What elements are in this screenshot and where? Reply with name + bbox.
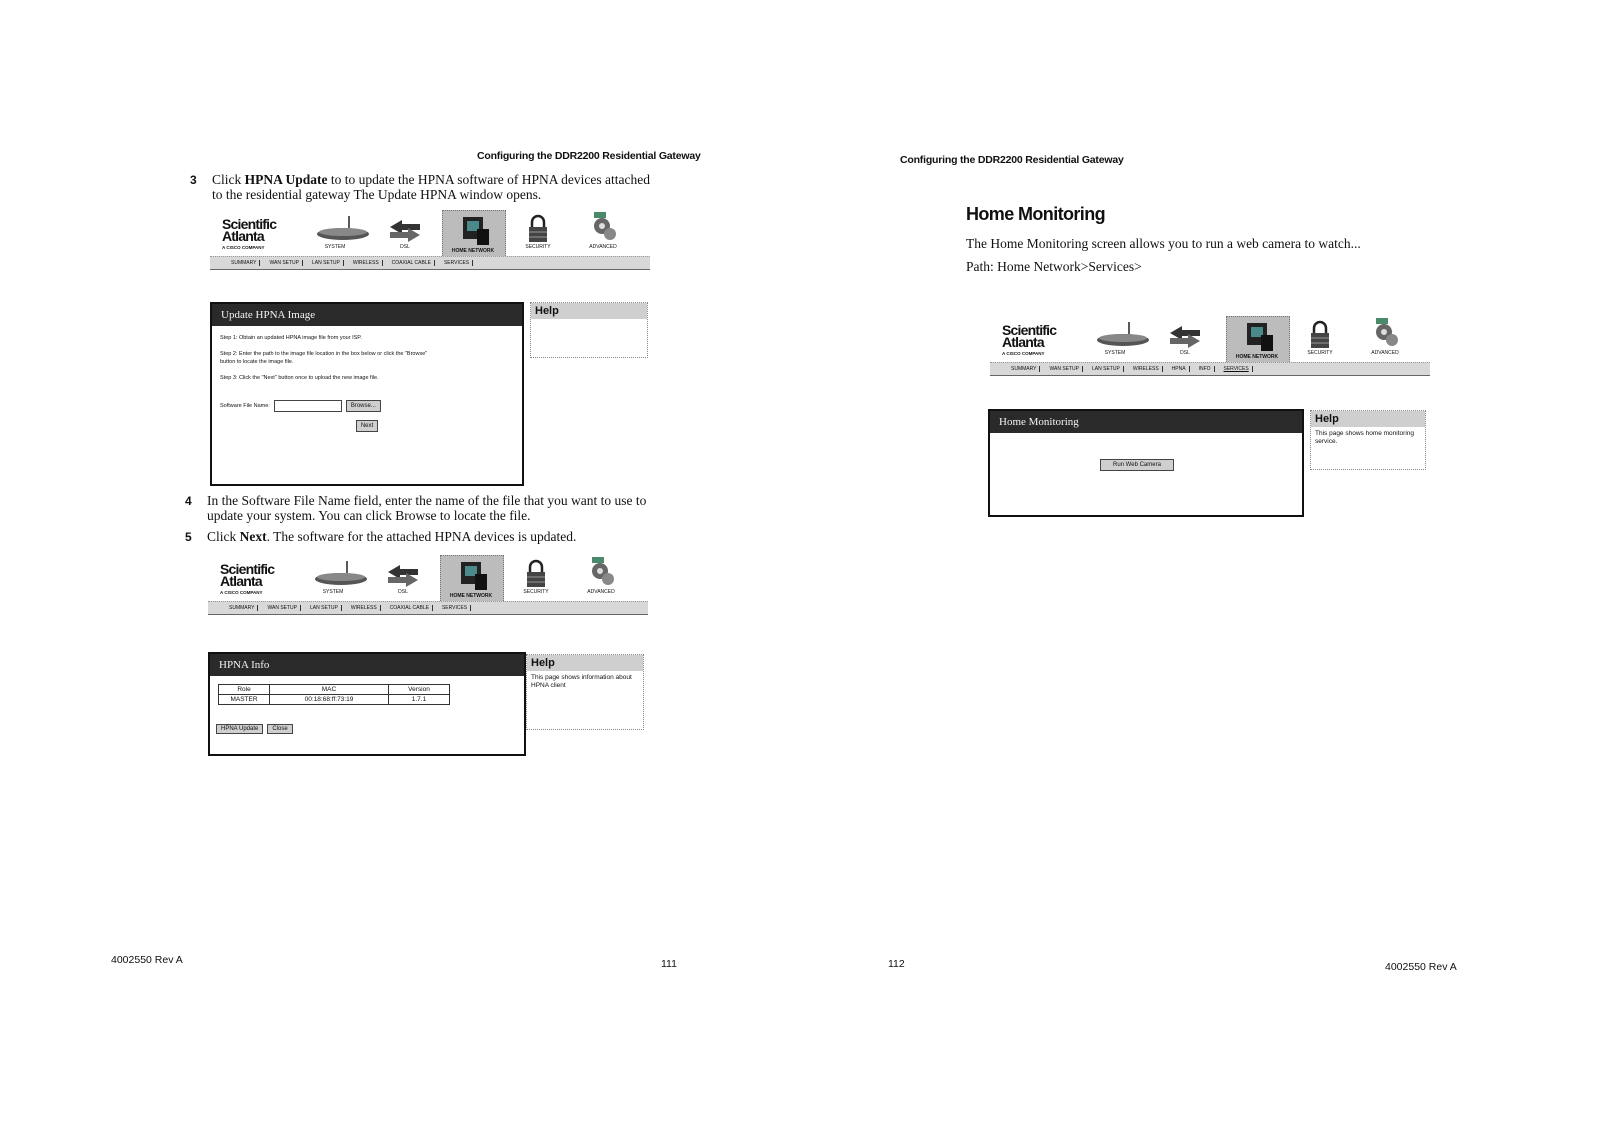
logo-line2: Atlanta xyxy=(222,228,264,244)
step-3-line2: to the residential gateway The Update HPNA window opens. xyxy=(212,187,542,202)
nav-home-network[interactable]: HOME NETWORK xyxy=(1235,354,1279,360)
update-help-box xyxy=(530,302,648,358)
hpna-info-title: HPNA Info xyxy=(210,654,524,676)
nav-advanced[interactable]: ADVANCED xyxy=(589,244,617,250)
subnav-info[interactable]: INFO xyxy=(1196,366,1215,372)
home-monitoring-help-box xyxy=(1310,410,1426,470)
update-step2b: button to locate the image file. xyxy=(220,359,294,365)
left-page-number: 111 xyxy=(661,958,677,970)
home-monitoring-panel-title: Home Monitoring xyxy=(990,411,1302,433)
home-monitoring-help-text: This page shows home monitoring service. xyxy=(1315,430,1414,445)
step-4-line1: In the Software File Name field, enter the name of the file that you want to use to xyxy=(207,493,647,508)
cell-version: 1.7.1 xyxy=(389,695,450,705)
next-button[interactable]: Next xyxy=(356,420,378,432)
subnav-bar xyxy=(208,601,648,615)
page-title: Home Monitoring xyxy=(966,204,1105,224)
close-button[interactable]: Close xyxy=(267,724,292,734)
logo-line1: Scientific xyxy=(222,216,277,232)
step-4-text xyxy=(207,493,687,523)
subnav-lan-setup[interactable]: LAN SETUP xyxy=(1089,366,1124,372)
nav-home-network[interactable]: HOME NETWORK xyxy=(451,248,495,254)
update-hpna-title: Update HPNA Image xyxy=(212,304,522,326)
logo-subtitle: A CISCO COMPANY xyxy=(220,590,263,595)
step-3-pre: Click xyxy=(212,172,245,187)
security-lock-icon[interactable] xyxy=(526,214,550,244)
nav-dsl[interactable]: DSL xyxy=(398,589,408,595)
logo-line2: Atlanta xyxy=(220,573,262,589)
nav-dsl[interactable]: DSL xyxy=(1180,350,1190,356)
col-role: Role xyxy=(219,685,270,695)
cell-role: MASTER xyxy=(219,695,270,705)
software-file-name-input[interactable] xyxy=(274,400,342,412)
step-5-pre: Click xyxy=(207,529,240,544)
subnav-lan-setup[interactable]: LAN SETUP xyxy=(309,260,344,266)
subnav-wan-setup[interactable]: WAN SETUP xyxy=(1046,366,1083,372)
security-lock-icon[interactable] xyxy=(524,559,548,589)
logo-line2: Atlanta xyxy=(1002,334,1044,350)
hpna-info-help-text: This page shows information about HPNA client xyxy=(531,674,632,689)
subnav-summary[interactable]: SUMMARY xyxy=(228,260,260,266)
home-network-icon xyxy=(1227,317,1289,357)
router-icon[interactable] xyxy=(313,559,369,587)
run-web-camera-button[interactable]: Run Web Camera xyxy=(1100,459,1174,471)
hpna-update-button[interactable]: HPNA Update xyxy=(216,724,263,734)
dsl-arrows-icon[interactable] xyxy=(388,220,422,242)
right-page-header: Configuring the DDR2200 Residential Gateway xyxy=(900,154,1124,166)
logo-subtitle: A CISCO COMPANY xyxy=(1002,351,1045,356)
router-nav-banner-3 xyxy=(990,320,1430,386)
home-monitoring-help-title: Help xyxy=(1311,411,1425,427)
navigation-path: Path: Home Network>Services> xyxy=(966,259,1142,274)
hpna-info-table xyxy=(218,684,450,705)
advanced-gears-icon[interactable] xyxy=(1372,318,1400,348)
logo-subtitle: A CISCO COMPANY xyxy=(222,245,265,250)
cell-mac: 00:18:68:ff:73:19 xyxy=(270,695,389,705)
hpna-info-panel xyxy=(208,652,526,756)
subnav-wan-setup[interactable]: WAN SETUP xyxy=(266,260,303,266)
router-icon[interactable] xyxy=(315,214,371,242)
subnav-hpna[interactable]: HPNA xyxy=(1169,366,1190,372)
update-hpna-panel xyxy=(210,302,524,486)
router-icon[interactable] xyxy=(1095,320,1151,348)
col-version: Version xyxy=(389,685,450,695)
home-monitoring-description: The Home Monitoring screen allows you to run a web camera to watch... xyxy=(966,236,1361,251)
right-footer-doc-id: 4002550 Rev A xyxy=(1385,961,1457,973)
nav-advanced[interactable]: ADVANCED xyxy=(587,589,615,595)
subnav-bar xyxy=(210,256,650,270)
step-5-post: . The software for the attached HPNA devices is updated. xyxy=(266,529,577,544)
col-mac: MAC xyxy=(270,685,389,695)
update-help-title: Help xyxy=(531,303,647,319)
step-5-text xyxy=(207,529,687,544)
security-lock-icon[interactable] xyxy=(1308,320,1332,350)
nav-security[interactable]: SECURITY xyxy=(525,244,551,250)
nav-system[interactable]: SYSTEM xyxy=(322,589,344,595)
nav-security[interactable]: SECURITY xyxy=(1307,350,1333,356)
step-3-post: to to update the HPNA software of HPNA devices attached xyxy=(327,172,650,187)
hpna-info-help-title: Help xyxy=(527,655,643,671)
step-4-number: 4 xyxy=(185,494,192,508)
step-5-bold: Next xyxy=(239,529,267,544)
step-3-bold: HPNA Update xyxy=(244,172,328,187)
advanced-gears-icon[interactable] xyxy=(590,212,618,242)
logo-line1: Scientific xyxy=(220,561,275,577)
step-5-number: 5 xyxy=(185,530,192,544)
nav-system[interactable]: SYSTEM xyxy=(1104,350,1126,356)
advanced-gears-icon[interactable] xyxy=(588,557,616,587)
right-page-number: 112 xyxy=(888,958,905,970)
dsl-arrows-icon[interactable] xyxy=(386,565,420,587)
update-step3: Step 3: Click the "Next" button once to upload the new image file. xyxy=(220,375,379,381)
nav-dsl[interactable]: DSL xyxy=(400,244,410,250)
subnav-services[interactable]: SERVICES xyxy=(1221,366,1253,372)
brand-logo xyxy=(1002,324,1056,360)
step-3-number: 3 xyxy=(190,173,197,187)
nav-system[interactable]: SYSTEM xyxy=(324,244,346,250)
nav-home-network[interactable]: HOME NETWORK xyxy=(449,593,493,599)
home-monitoring-panel xyxy=(988,409,1304,517)
subnav-summary[interactable]: SUMMARY xyxy=(226,605,258,611)
update-step1: Step 1: Obtain an updated HPNA image file from your ISP. xyxy=(220,335,362,341)
brand-logo xyxy=(220,563,274,599)
browse-button[interactable]: Browse... xyxy=(346,400,381,412)
subnav-bar xyxy=(990,362,1430,376)
nav-advanced[interactable]: ADVANCED xyxy=(1371,350,1399,356)
step-4-line2: update your system. You can click Browse to locate the file. xyxy=(207,508,531,523)
software-file-name-label: Software File Name: xyxy=(220,403,270,409)
brand-logo xyxy=(222,218,276,254)
subnav-summary[interactable]: SUMMARY xyxy=(1008,366,1040,372)
nav-security[interactable]: SECURITY xyxy=(523,589,549,595)
logo-line1: Scientific xyxy=(1002,322,1057,338)
subnav-wireless[interactable]: WIRELESS xyxy=(348,605,381,611)
hpna-info-help-box xyxy=(526,654,644,730)
left-footer-doc-id: 4002550 Rev A xyxy=(111,954,183,966)
update-step2a: Step 2: Enter the path to the image file location in the box below or click the "Browse" xyxy=(220,351,428,357)
subnav-services[interactable]: SERVICES xyxy=(439,605,471,611)
subnav-lan-setup[interactable]: LAN SETUP xyxy=(307,605,342,611)
table-row xyxy=(219,695,450,705)
home-network-icon xyxy=(441,556,503,596)
router-nav-banner-1 xyxy=(210,210,650,276)
subnav-wireless[interactable]: WIRELESS xyxy=(350,260,383,266)
subnav-wan-setup[interactable]: WAN SETUP xyxy=(264,605,301,611)
left-page-header: Configuring the DDR2200 Residential Gateway xyxy=(477,150,701,162)
dsl-arrows-icon[interactable] xyxy=(1168,326,1202,348)
subnav-coaxial-cable[interactable]: COAXIAL CABLE xyxy=(389,260,435,266)
step-3-text xyxy=(212,172,692,202)
subnav-coaxial-cable[interactable]: COAXIAL CABLE xyxy=(387,605,433,611)
subnav-wireless[interactable]: WIRELESS xyxy=(1130,366,1163,372)
subnav-services[interactable]: SERVICES xyxy=(441,260,473,266)
table-header-row xyxy=(219,685,450,695)
router-nav-banner-2 xyxy=(208,555,648,621)
home-network-icon xyxy=(443,211,505,251)
